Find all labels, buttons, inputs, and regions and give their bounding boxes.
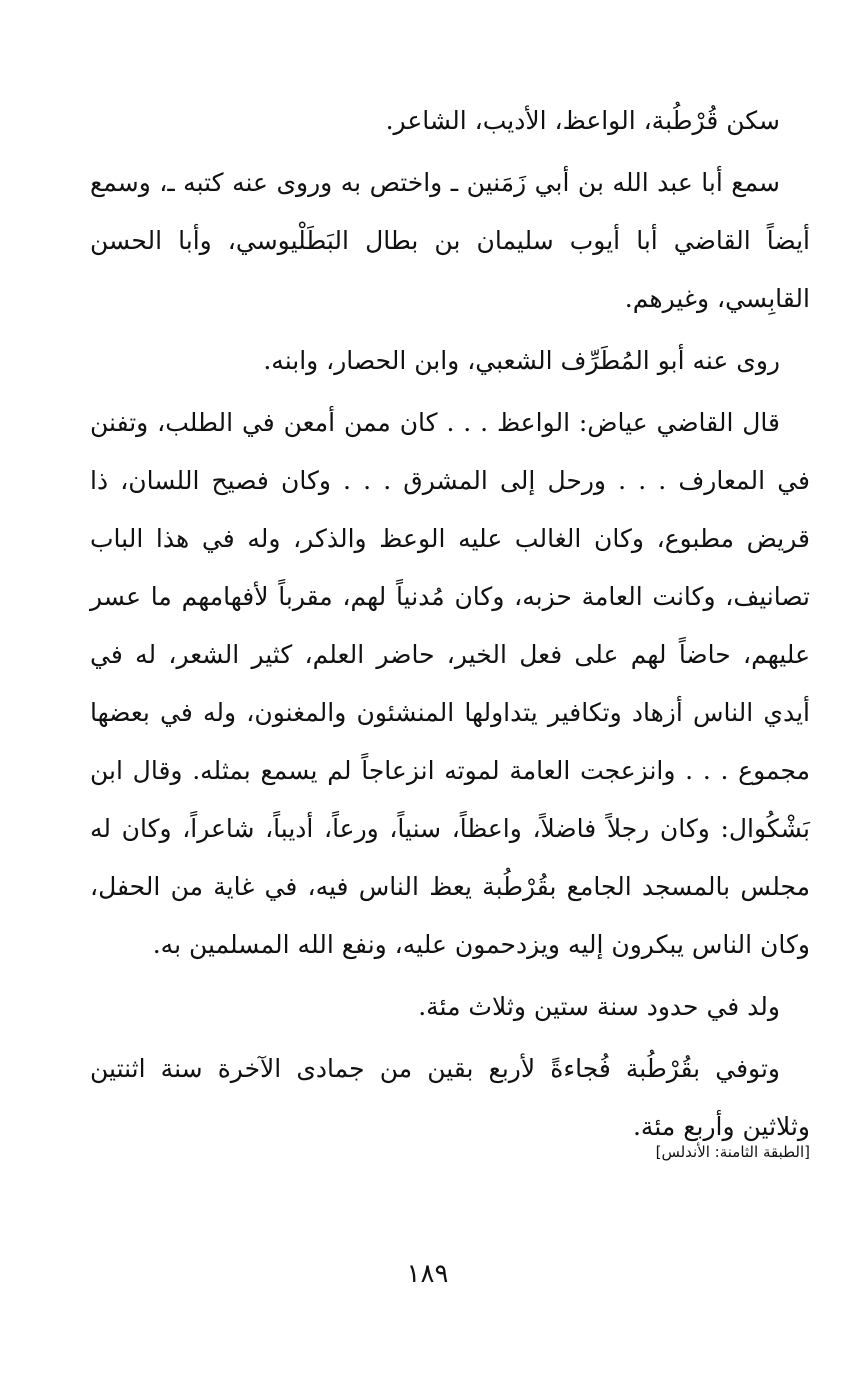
paragraph-death: وتوفي بقُرْطُبة فُجاءةً لأربع بقين من جمادى الآخرة سنة اثنتين وثلاثين وأربع مئة. bbox=[90, 1054, 810, 1141]
paragraph-teachers: سمع أبا عبد الله بن أبي زَمَنين ـ واختص به وروى عنه كتبه ـ، وسمع أيضاً القاضي أبا أيوب سليمان بن بطال البَطَلْيوسي، وأبا الحسن القابِسي، وغيرهم. bbox=[90, 168, 810, 313]
biography-text bbox=[90, 92, 810, 1156]
paragraph-residence: سكن قُرْطُبة، الواعظ، الأديب، الشاعر. bbox=[385, 106, 780, 135]
generation-footnote: [الطبقة الثامنة: الأندلس] bbox=[655, 1143, 810, 1161]
paragraph-students: روى عنه أبو المُطَرِّف الشعبي، وابن الحصار، وابنه. bbox=[263, 346, 780, 375]
page-number: ١٨٩ bbox=[406, 1259, 449, 1289]
paragraph-praise: قال القاضي عياض: الواعظ . . . كان ممن أمعن في الطلب، وتفنن في المعارف . . . ورحل إلى المشرق . . . وكان فصيح اللسان، ذا قريض مطبوع، وكان الغالب عليه الوعظ والذكر، وله في هذا الباب تصانيف، وكانت العامة حزبه، وكان مُدنياً لهم، مقرباً لأفهامهم ما عسر عليهم، حاضاً لهم على فعل الخير، حاضر العلم، كثير الشعر، له في أيدي الناس أزهاد وتكافير يتداولها المنشئون والمغنون، وله في بعضها مجموع . . . وانزعجت العامة لموته انزعاجاً لم يسمع بمثله. وقال ابن بَشْكُوال: وكان رجلاً فاضلاً، واعظاً، سنياً، ورعاً، أديباً، شاعراً، وكان له مجلس بالمسجد الجامع بقُرْطُبة يعظ الناس فيه، في غاية من الحفل، وكان الناس يبكرون إليه ويزدحمون عليه، ونفع الله المسلمين به. bbox=[90, 408, 810, 959]
paragraph-birth: ولد في حدود سنة ستين وثلاث مئة. bbox=[418, 992, 780, 1021]
